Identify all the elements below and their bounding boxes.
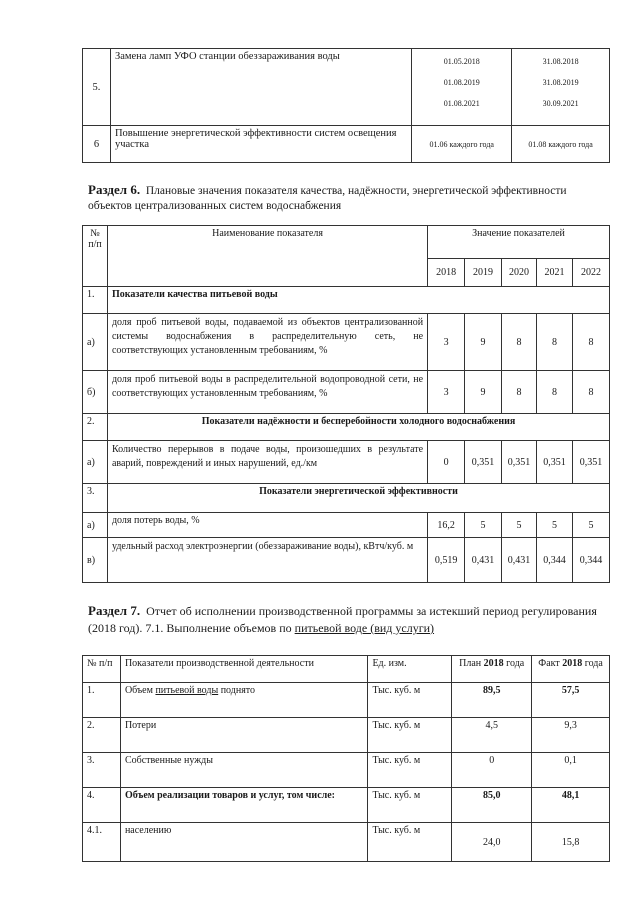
- indicator-row: [83, 441, 610, 484]
- group-title: Показатели качества питьевой воды: [107, 287, 609, 314]
- group-number: 2.: [83, 414, 108, 441]
- row-name: Объем реализации товаров и услуг, том числе:: [120, 788, 368, 823]
- end-dates: [512, 49, 610, 126]
- indicator-value: 8: [502, 371, 537, 414]
- section-7-heading: [88, 602, 610, 637]
- indicator-number: б): [83, 371, 108, 414]
- table-row: [83, 718, 610, 753]
- group-title: Показатели энергетической эффективности: [107, 484, 609, 513]
- row-number: 3.: [83, 753, 121, 788]
- plan-prefix: План: [459, 658, 484, 669]
- row-fact: 57,5: [532, 683, 610, 718]
- fact-prefix: Факт: [538, 658, 563, 669]
- indicator-value: 16,2: [428, 513, 465, 538]
- row-number: 4.: [83, 788, 121, 823]
- indicator-value: 0,344: [537, 538, 573, 583]
- year-header: 2018: [428, 258, 465, 286]
- header-num: № п/п: [83, 226, 108, 287]
- indicator-number: а): [83, 441, 108, 484]
- measure-name: Повышение энергетической эффективности систем освещения участка: [110, 126, 411, 163]
- row-fact: 15,8: [532, 823, 610, 862]
- end-date: 31.08.2018: [542, 57, 579, 66]
- row-plan: 4,5: [452, 718, 532, 753]
- group-row: [83, 287, 610, 314]
- indicators-table: [82, 225, 610, 583]
- row-number: 1.: [83, 683, 121, 718]
- group-title: Показатели надёжности и бесперебойности холодного водоснабжения: [107, 414, 609, 441]
- row-fact: 0,1: [532, 753, 610, 788]
- table-row: [83, 49, 610, 126]
- row-unit: Тыс. куб. м: [368, 683, 452, 718]
- table-row: [83, 683, 610, 718]
- row-unit: Тыс. куб. м: [368, 753, 452, 788]
- indicator-value: 9: [465, 371, 502, 414]
- indicator-value: 0,351: [465, 441, 502, 484]
- indicator-name: доля проб питьевой воды, подаваемой из объектов централизованной системы водоснабжения в распределительную сеть, не соответствующих установленным требованиям, %: [107, 314, 427, 371]
- indicator-value: 8: [537, 314, 573, 371]
- fact-suffix: года: [582, 658, 603, 669]
- indicator-name: удельный расход электроэнергии (обеззараживание воды), кВтч/куб. м: [107, 538, 427, 583]
- group-row: [83, 414, 610, 441]
- indicator-value: 8: [502, 314, 537, 371]
- plan-year: 2018: [483, 658, 504, 669]
- start-date: 01.05.2018: [443, 57, 480, 66]
- indicator-number: а): [83, 314, 108, 371]
- measures-table: [82, 48, 610, 163]
- indicator-value: 5: [465, 513, 502, 538]
- row-name: Собственные нужды: [120, 753, 368, 788]
- start-date: 01.06 каждого года: [412, 126, 512, 163]
- row-number: 2.: [83, 718, 121, 753]
- year-header: 2019: [465, 258, 502, 286]
- indicator-value: 3: [428, 371, 465, 414]
- row-plan: 0: [452, 753, 532, 788]
- row-number: 6: [83, 126, 111, 163]
- row-number: 5.: [83, 49, 111, 126]
- header-name: Показатели производственной деятельности: [120, 656, 368, 683]
- start-date: 01.08.2019: [443, 78, 480, 87]
- indicator-value: 8: [537, 371, 573, 414]
- start-dates: [412, 49, 512, 126]
- indicator-row: [83, 538, 610, 583]
- row-plan: 24,0: [452, 823, 532, 862]
- group-row: [83, 484, 610, 513]
- indicator-row: [83, 314, 610, 371]
- row-plan: 89,5: [452, 683, 532, 718]
- row-fact: 9,3: [532, 718, 610, 753]
- measure-name: Замена ламп УФО станции обеззараживания воды: [110, 49, 411, 126]
- indicator-value: 0,519: [428, 538, 465, 583]
- row-unit: Тыс. куб. м: [368, 718, 452, 753]
- header-row: [83, 656, 610, 683]
- section-6-heading: [88, 182, 610, 214]
- row-plan: 85,0: [452, 788, 532, 823]
- section-7-text: Отчет об исполнении производственной программы за истекший период регулирования (2018 год). 7.1. Выполнение объемов по: [88, 604, 597, 635]
- table-row: [83, 788, 610, 823]
- section-6-title: Плановые значения показателя качества, надёжности, энергетической эффективности объектов централизованных систем водоснабжения: [88, 185, 567, 212]
- indicator-value: 0,351: [572, 441, 609, 484]
- indicator-number: в): [83, 538, 108, 583]
- section-7-label: Раздел 7.: [88, 603, 141, 618]
- row-name: [120, 683, 368, 718]
- end-date: 01.08 каждого года: [512, 126, 610, 163]
- row-name: населению: [120, 823, 368, 862]
- year-header: 2020: [502, 258, 537, 286]
- end-date: 31.08.2019: [542, 78, 579, 87]
- indicator-row: [83, 371, 610, 414]
- header-name: Наименование показателя: [107, 226, 427, 287]
- indicator-value: 3: [428, 314, 465, 371]
- production-report-table: [82, 655, 610, 862]
- table-row: [83, 753, 610, 788]
- year-header: 2021: [537, 258, 573, 286]
- indicator-name: доля проб питьевой воды в распределительной водопроводной сети, не соответствующих установленным требованиям, %: [107, 371, 427, 414]
- fact-year: 2018: [562, 658, 583, 669]
- header-values: Значение показателей: [428, 226, 610, 259]
- header-num: № п/п: [83, 656, 121, 683]
- row-name-underlined: питьевой воды: [155, 685, 219, 696]
- service-type-link-text: питьевой воде (вид услуги): [294, 621, 435, 635]
- section-6-label: Раздел 6.: [88, 182, 141, 197]
- row-unit: Тыс. куб. м: [368, 823, 452, 862]
- indicator-value: 8: [572, 314, 609, 371]
- indicator-name: Количество перерывов в подаче воды, произошедших в результате аварий, повреждений и иных нарушений, ед./км: [107, 441, 427, 484]
- indicator-value: 8: [572, 371, 609, 414]
- end-date: 30.09.2021: [542, 99, 579, 108]
- row-name: Потери: [120, 718, 368, 753]
- indicator-value: 0,351: [502, 441, 537, 484]
- header-fact: [532, 656, 610, 683]
- row-fact: 48,1: [532, 788, 610, 823]
- indicator-number: а): [83, 513, 108, 538]
- header-unit: Ед. изм.: [368, 656, 452, 683]
- row-name-part: поднято: [218, 685, 256, 696]
- indicator-value: 0,431: [465, 538, 502, 583]
- indicator-value: 9: [465, 314, 502, 371]
- indicator-value: 5: [502, 513, 537, 538]
- indicator-value: 5: [537, 513, 573, 538]
- year-header: 2022: [572, 258, 609, 286]
- indicator-value: 5: [572, 513, 609, 538]
- row-number: 4.1.: [83, 823, 121, 862]
- indicator-value: 0,431: [502, 538, 537, 583]
- indicator-value: 0: [428, 441, 465, 484]
- table-row: [83, 126, 610, 163]
- row-name-part: Объем: [124, 685, 156, 696]
- header-row: [83, 226, 610, 259]
- indicator-value: 0,344: [572, 538, 609, 583]
- group-number: 3.: [83, 484, 108, 513]
- group-number: 1.: [83, 287, 108, 314]
- table-row: [83, 823, 610, 862]
- indicator-name: доля потерь воды, %: [107, 513, 427, 538]
- indicator-value: 0,351: [537, 441, 573, 484]
- indicator-row: [83, 513, 610, 538]
- start-date: 01.08.2021: [443, 99, 480, 108]
- row-unit: Тыс. куб. м: [368, 788, 452, 823]
- header-plan: [452, 656, 532, 683]
- plan-suffix: года: [503, 658, 525, 669]
